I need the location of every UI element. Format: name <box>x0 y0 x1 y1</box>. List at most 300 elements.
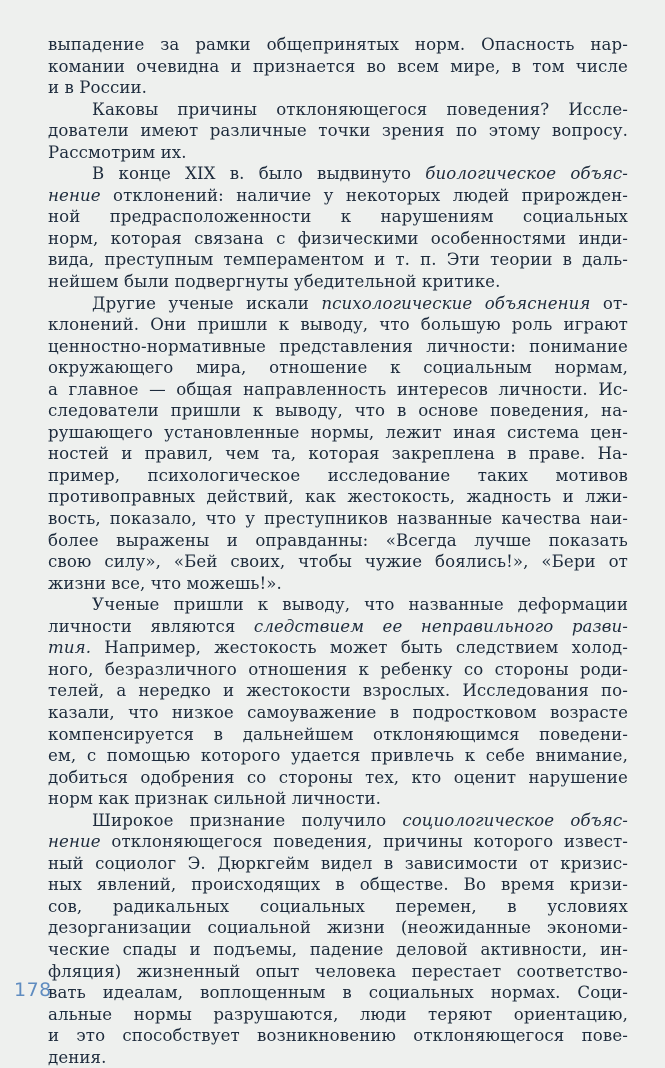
word: нормы <box>133 1004 192 1024</box>
word: к <box>278 315 290 335</box>
word: социальных <box>259 896 365 916</box>
word: к <box>390 358 401 378</box>
word: что <box>205 509 237 529</box>
word: нормам, <box>554 358 628 378</box>
word: стороны <box>278 767 353 787</box>
text-line <box>48 551 628 573</box>
word: к <box>252 401 264 421</box>
word: выдвинуто <box>317 164 412 184</box>
word: лучше <box>474 530 532 550</box>
word: в <box>507 444 517 464</box>
word: качества <box>501 509 581 529</box>
word: от <box>608 552 628 572</box>
text-line <box>48 443 628 465</box>
word: На- <box>597 444 628 464</box>
word: во <box>366 56 387 76</box>
word: и <box>562 487 574 507</box>
word: понимание <box>529 336 628 356</box>
text-line <box>48 767 628 789</box>
word: ценностно-нормативные <box>48 336 266 356</box>
word: ученые <box>168 293 234 313</box>
word: показало, <box>109 509 197 529</box>
word: закреплена <box>391 444 495 464</box>
word: человека <box>314 961 397 981</box>
word: кризи- <box>569 875 628 895</box>
word: привлечь <box>370 746 455 766</box>
word: в <box>562 250 573 270</box>
paragraph <box>48 34 628 99</box>
text-line <box>48 314 628 336</box>
word: представления <box>279 336 413 356</box>
word: отношение <box>269 358 368 378</box>
word: Иссле- <box>568 99 628 119</box>
word: жестокость <box>214 638 317 658</box>
text-line <box>48 659 628 681</box>
word: Каковы <box>92 99 159 119</box>
word: «Бей <box>173 552 218 572</box>
word: психологические <box>321 293 473 313</box>
word: дальнейшем <box>242 724 354 744</box>
word: следствием <box>253 616 365 636</box>
word: действий, <box>206 487 294 507</box>
text-line <box>48 293 628 315</box>
word: ный <box>48 853 84 873</box>
word: казали, <box>48 702 115 722</box>
word: система <box>507 422 580 442</box>
word: которого <box>200 746 281 766</box>
text-line <box>48 939 628 961</box>
word: были <box>124 272 170 292</box>
word: пример, <box>48 465 121 485</box>
text-line <box>48 228 628 250</box>
text-line <box>48 465 628 487</box>
word: точки <box>318 121 371 141</box>
word: Ис- <box>598 379 628 399</box>
word: очевидна <box>136 56 220 76</box>
text-line <box>48 185 628 207</box>
word: деловой <box>396 939 468 959</box>
word: деформации <box>517 595 628 615</box>
word: темпераментом <box>223 250 364 270</box>
word: — <box>149 379 166 399</box>
word: ческие <box>48 939 110 959</box>
word: по- <box>601 681 628 701</box>
word: подвергнуты <box>174 272 289 292</box>
word: вость, <box>48 509 101 529</box>
word: воплощенным <box>200 983 326 1003</box>
word: «Бери <box>541 552 596 572</box>
text-line <box>48 56 628 78</box>
word: общепринятых <box>266 35 400 54</box>
word: вида, <box>48 250 95 270</box>
word: радикальных <box>112 896 230 916</box>
word: себе <box>485 746 526 766</box>
word: за <box>160 35 180 54</box>
word: (неожиданные <box>400 918 531 938</box>
word: происходящих <box>191 875 321 895</box>
word: что <box>128 702 159 722</box>
word: их. <box>160 142 187 162</box>
word: и <box>223 681 235 701</box>
word: причины <box>177 99 258 119</box>
word: даль- <box>582 250 628 270</box>
word: со <box>246 767 267 787</box>
word: безразличного <box>104 659 237 679</box>
word: в <box>335 875 345 895</box>
word: телей, <box>48 681 105 701</box>
word: признание <box>189 810 286 830</box>
word: объяс- <box>570 164 628 184</box>
word: социальных <box>522 207 628 227</box>
text-line <box>48 206 628 228</box>
word: зрения <box>381 121 445 141</box>
word: которого <box>473 832 554 852</box>
word: следствием <box>455 638 559 658</box>
word: одобрения <box>140 767 235 787</box>
word: биологическое <box>425 164 557 184</box>
word: XIX <box>185 164 216 184</box>
word: ностей <box>48 444 110 464</box>
word: Дюркгейм <box>217 853 310 873</box>
word: установленные <box>164 422 300 442</box>
word: у <box>245 509 256 529</box>
word: направленность <box>243 379 387 399</box>
word: стороны <box>494 659 569 679</box>
text-line <box>48 400 628 422</box>
word: Другие <box>92 293 157 313</box>
word: в <box>64 78 74 98</box>
word: этому <box>488 121 541 141</box>
word: с <box>276 228 286 248</box>
word: перестает <box>411 961 502 981</box>
word: что <box>354 401 386 421</box>
text-line <box>48 702 628 724</box>
word: и <box>121 444 133 464</box>
word: кто <box>411 767 442 787</box>
word: объяс- <box>570 810 628 830</box>
word: нормы, <box>310 422 375 442</box>
text-line <box>48 530 628 552</box>
word: комании <box>48 56 126 76</box>
word: отклоняющегося <box>413 1026 565 1046</box>
word: наи- <box>589 509 628 529</box>
text-line <box>48 917 628 939</box>
word: Эти <box>446 250 481 270</box>
word: было <box>258 164 303 184</box>
word: наличие <box>236 185 312 205</box>
word: отклоняющегося <box>276 99 428 119</box>
word: некоторых <box>345 185 441 205</box>
word: экономи- <box>546 918 628 938</box>
word: различные <box>209 121 307 141</box>
word: ем, <box>48 746 77 766</box>
word: признак <box>134 789 209 809</box>
word: извест- <box>563 832 628 852</box>
word: все, <box>111 573 146 593</box>
word: отклонений: <box>113 185 224 205</box>
word: поведения, <box>490 401 590 421</box>
word: получило <box>301 810 387 830</box>
word: психологическое <box>147 465 301 485</box>
word: выпадение <box>48 35 145 54</box>
word: дователи <box>48 121 129 141</box>
text-line <box>48 874 628 896</box>
word: от <box>529 853 549 873</box>
word: люди <box>359 1004 407 1024</box>
word: нейшем <box>48 272 119 292</box>
word: чтобы <box>298 552 352 572</box>
word: по <box>456 121 478 141</box>
word: нарушениям <box>380 207 494 227</box>
word: мира, <box>196 358 247 378</box>
word: социальных <box>368 983 474 1003</box>
word: причины <box>383 832 463 852</box>
word: нение <box>48 185 101 205</box>
word: к <box>340 207 352 227</box>
word: альные <box>48 1004 113 1024</box>
word: к <box>257 595 269 615</box>
word: и <box>374 250 386 270</box>
word: ориентацию, <box>513 1004 628 1024</box>
word: видел <box>320 853 373 873</box>
word: всем <box>397 56 440 76</box>
paragraph <box>48 163 628 292</box>
word: в. <box>229 164 245 184</box>
word: к <box>358 659 369 679</box>
word: роль <box>511 315 553 335</box>
word: жизненный <box>136 961 241 981</box>
word: Соци- <box>577 983 628 1003</box>
word: чем <box>225 444 260 464</box>
word: цен- <box>590 422 628 442</box>
word: личности. <box>291 789 382 809</box>
word: преступников <box>264 509 388 529</box>
text-line <box>48 1004 628 1026</box>
word: возникновению <box>257 1026 396 1046</box>
text-line <box>48 271 628 293</box>
word: Рассмотрим <box>48 142 156 162</box>
word: на- <box>601 401 628 421</box>
word: как <box>305 487 337 507</box>
word: предрасположенности <box>109 207 312 227</box>
word: как <box>98 789 130 809</box>
word: имеют <box>140 121 199 141</box>
word: дения. <box>48 1047 107 1067</box>
word: и <box>48 78 60 98</box>
word: тех, <box>365 767 400 787</box>
word: нарушение <box>528 767 628 787</box>
text-line <box>48 77 628 99</box>
word: зависимости <box>404 853 518 873</box>
word: кризис- <box>560 853 628 873</box>
word: личности. <box>498 379 588 399</box>
word: поведения? <box>446 99 550 119</box>
word: особенностями <box>430 228 567 248</box>
word: вопросу. <box>551 121 628 141</box>
word: п. <box>420 250 437 270</box>
word: это <box>76 1026 106 1046</box>
word: рамки <box>195 35 251 54</box>
word: самоуважение <box>247 702 377 722</box>
word: и <box>230 56 242 76</box>
word: «Всегда <box>385 530 457 550</box>
text-line <box>48 831 628 853</box>
text-line <box>48 616 628 638</box>
paragraph <box>48 810 628 1068</box>
word: пришли <box>197 315 268 335</box>
word: что <box>379 315 410 335</box>
word: сильной <box>213 789 287 809</box>
word: подъемы, <box>213 939 298 959</box>
word: т. <box>395 250 411 270</box>
word: связана <box>194 228 264 248</box>
text-line <box>48 486 628 508</box>
text-line <box>48 853 628 875</box>
word: ных <box>48 875 82 895</box>
word: удается <box>291 746 361 766</box>
word: большую <box>420 315 501 335</box>
word: жизни <box>48 573 106 593</box>
word: людей <box>452 185 510 205</box>
word: помощью <box>106 746 191 766</box>
word: нение <box>48 832 101 852</box>
word: противоправных <box>48 487 196 507</box>
word: рушающего <box>48 422 153 442</box>
word: в <box>507 896 517 916</box>
word: в <box>396 401 407 421</box>
word: норм. <box>414 35 466 54</box>
text-line <box>48 142 628 164</box>
word: ее <box>382 616 403 636</box>
word: прирожден- <box>521 185 628 205</box>
word: клонений. <box>48 315 140 335</box>
word: а <box>48 379 58 399</box>
word: в <box>383 853 394 873</box>
word: отношения <box>248 659 348 679</box>
word: России. <box>79 78 148 98</box>
word: социальной <box>207 918 312 938</box>
word: пришли <box>173 595 244 615</box>
word: силу», <box>104 552 162 572</box>
word: быть <box>400 638 443 658</box>
word: физическими <box>297 228 419 248</box>
word: взрослых. <box>362 681 451 701</box>
paragraph <box>48 293 628 595</box>
text-line <box>48 163 628 185</box>
word: следователи <box>48 401 159 421</box>
word: иная <box>453 422 496 442</box>
word: основе <box>418 401 479 421</box>
paragraph <box>48 99 628 164</box>
word: та, <box>271 444 297 464</box>
word: социальным <box>423 358 532 378</box>
word: таких <box>477 465 529 485</box>
word: к <box>464 746 476 766</box>
word: чужие <box>364 552 423 572</box>
word: перемен, <box>395 896 477 916</box>
word: показать <box>548 530 628 550</box>
word: в <box>342 983 352 1003</box>
word: конце <box>118 164 171 184</box>
word: Ученые <box>92 595 160 615</box>
word: пове- <box>581 1026 628 1046</box>
paragraph <box>48 594 628 809</box>
word: нередко <box>138 681 211 701</box>
word: том <box>532 56 565 76</box>
word: что <box>364 595 395 615</box>
word: лжи- <box>585 487 628 507</box>
text-line <box>48 896 628 918</box>
word: в <box>389 702 400 722</box>
word: оценит <box>453 767 517 787</box>
word: инди- <box>578 228 628 248</box>
word: активности, <box>480 939 588 959</box>
word: жестокости <box>246 681 351 701</box>
word: время <box>501 875 555 895</box>
word: поведения, <box>273 832 373 852</box>
word: и <box>226 530 238 550</box>
word: тия. <box>48 638 92 658</box>
word: ного, <box>48 659 94 679</box>
word: низкое <box>171 702 234 722</box>
word: что <box>150 573 182 593</box>
word: вать <box>48 983 86 1003</box>
word: в <box>511 56 522 76</box>
word: окружающего <box>48 358 174 378</box>
text-line <box>48 99 628 121</box>
word: Во <box>463 875 487 895</box>
word: теории <box>490 250 553 270</box>
word: ребенку <box>380 659 453 679</box>
word: отклоняющегося <box>111 832 263 852</box>
text-line <box>48 810 628 832</box>
word: своих, <box>230 552 286 572</box>
word: способствует <box>122 1026 240 1046</box>
word: ной <box>48 207 81 227</box>
text-line <box>48 357 628 379</box>
word: обществе. <box>359 875 449 895</box>
word: со <box>463 659 484 679</box>
word: у <box>323 185 334 205</box>
word: а <box>116 681 127 701</box>
word: можешь!». <box>186 573 282 593</box>
word: числе <box>575 56 628 76</box>
word: сов, <box>48 896 83 916</box>
word: нар- <box>590 35 628 54</box>
word: объяснения <box>484 293 591 313</box>
word: Они <box>150 315 187 335</box>
word: Э. <box>187 853 206 873</box>
word: с <box>86 746 97 766</box>
word: опыт <box>255 961 300 981</box>
word: убедительной <box>293 272 417 292</box>
word: преступным <box>104 250 214 270</box>
word: соответство- <box>516 961 628 981</box>
word: разви- <box>571 616 628 636</box>
word: личности <box>48 616 132 636</box>
word: возрасте <box>550 702 628 722</box>
word: исследование <box>327 465 451 485</box>
page-text <box>48 34 628 1068</box>
word: критике. <box>421 272 501 292</box>
word: отклоняющимся <box>373 724 520 744</box>
word: спады <box>122 939 177 959</box>
word: Опасность <box>481 35 575 54</box>
word: выводу, <box>275 401 343 421</box>
word: выражены <box>116 530 210 550</box>
word: праве. <box>528 444 586 464</box>
word: падение <box>309 939 384 959</box>
